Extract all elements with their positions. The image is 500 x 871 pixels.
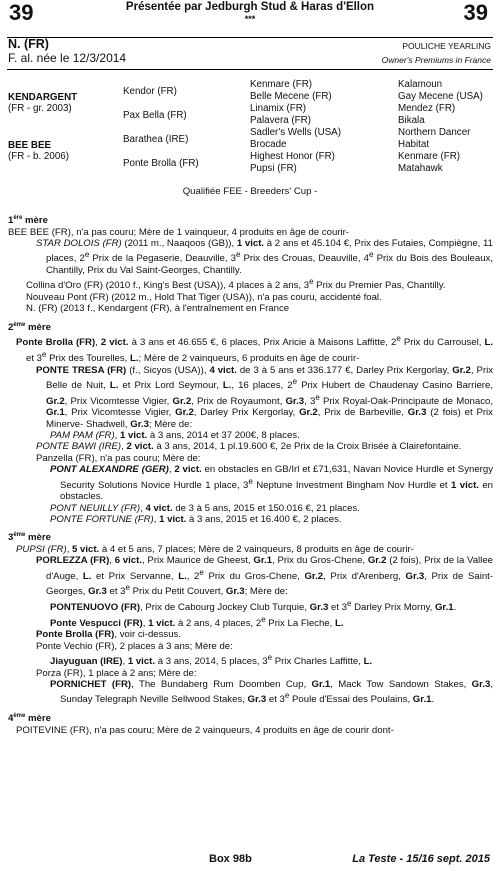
entry: Ponte Vechio (FR), 2 places à 3 ans; Mère de: (36, 640, 233, 652)
entry: Panzella (FR), n'a pas couru; Mère de: (36, 452, 201, 464)
entry: PONT ALEXANDRE (GER), 2 vict. en obstacles en GB/Irl et £71,631, Navan Novice Hurdle et Synergy Security Solutions Novice Hurdle 1 place, 3e Neptune Investment Bingham Nov Hurdle et 1 vict. en obstacles. (50, 464, 494, 503)
entry: PONT NEUILLY (FR), 4 vict. de 3 à 5 ans, 2015 et 150.016 €, 21 places. (50, 502, 360, 514)
ped-g4: Northern Dancer (398, 127, 471, 138)
sale-name: La Teste - 15/16 sept. 2015 (352, 852, 490, 865)
ped-g3: Sadler's Wells (USA) (250, 127, 341, 138)
entry: PONTENUOVO (FR), Prix de Cabourg Jockey Club Turquie, Gr.3 et 3e Darley Prix Morny, Gr.1. (50, 599, 457, 614)
entry: Ponte Vespucci (FR), 1 vict. à 2 ans, 4 places, 2e Prix La Fleche, L. (50, 614, 344, 629)
section-heading-1: 1ère mère (8, 215, 48, 227)
ped-g2: Kendor (FR) (123, 86, 177, 97)
section-heading-2: 2ème mère (8, 321, 51, 333)
ped-g2: Pax Bella (FR) (123, 110, 187, 121)
entry: PORNICHET (FR), The Bundaberg Rum Doomben Cup, Gr.1, Mack Tow Sandown Stakes, Gr.3, Sunday Telegraph Neville Sellwood Stakes, Gr.3 et 3e Poule d'Essai des Poulains, Gr.1. (50, 679, 493, 706)
catalogue-body (8, 208, 493, 736)
sire-info: (FR - gr. 2003) (8, 103, 72, 114)
lot-number-right: 39 (463, 0, 488, 25)
box-number: Box 98b (209, 852, 252, 865)
rule-top (7, 37, 493, 38)
sire-name: KENDARGENT (8, 92, 78, 103)
entry: Collina d'Oro (FR) (2010 f., King's Best (USA)), 4 places à 2 ans, 3e Prix du Premier Pas, Chantilly. (26, 277, 446, 292)
ped-g3: Pupsi (FR) (250, 163, 297, 174)
premiums-label: Owner's Premiums in France (381, 55, 491, 65)
ped-g4: Mendez (FR) (398, 103, 456, 114)
entry: Jiayuguan (IRE), 1 vict. à 3 ans, 2014, 5 places, 3e Prix Charles Laffitte, L. (50, 653, 373, 668)
entry: Ponte Brolla (FR), 2 vict. à 3 ans et 46.655 €, 6 places, Prix Aricie à Maisons Laffitte, 2e Prix du Carrousel, L. et 3e Prix des Tourelles, L.; Mère de 2 vainqueurs, 6 produits en âge de courir- (16, 334, 494, 365)
section-heading-3: 3ème mère (8, 532, 51, 544)
entry: BEE BEE (FR), n'a pas couru; Mère de 1 vainqueur, 4 produits en âge de courir- (8, 226, 349, 238)
qualification: Qualifiée FEE - Breeders' Cup - (182, 186, 318, 197)
entry: Nouveau Pont (FR) (2012 m., Hold That Tiger (USA)), n'a pas couru, accidenté foal. (26, 292, 382, 303)
horse-birth: F. al. née le 12/3/2014 (8, 51, 127, 65)
ped-g3: Belle Mecene (FR) (250, 91, 332, 102)
ped-g3: Brocade (250, 139, 287, 150)
entry: N. (FR) (2013 f., Kendargent (FR), à l'entraînement en France (26, 303, 290, 315)
entry: POITEVINE (FR), n'a pas couru; Mère de 2 vainqueurs, 4 produits en âge de courir dont- (16, 724, 394, 736)
section-heading-4: 4ème mère (8, 713, 51, 725)
ped-g4: Gay Mecene (USA) (398, 91, 483, 102)
lot-number-left: 39 (9, 0, 34, 25)
entry: STAR DOLOIS (FR) (2011 m., Naaqoos (GB)), 1 vict. à 2 ans et 45.104 €, Prix des Futaies, Compiègne, 11 places, 2e Prix de la Pegaserie, Deauville, 3e Prix des Crouas, Deauville, 4e Prix du Bois des Bouleaux, Chantilly, Prix du Val Saint-Georges, Chantilly. (36, 238, 493, 276)
entry: PORLEZZA (FR), 6 vict., Prix Maurice de Gheest, Gr.1, Prix du Gros-Chene, Gr.2 (2 fois), Prix de la Vallee d'Auge, L. et Prix Servanne, L., 2e Prix du Gros-Chene, Gr.2, Prix d'Arenberg, Gr.3, Prix de Saint-Georges, Gr.3 et 3e Prix du Petit Couvert, Gr.3; Mère de: (36, 555, 494, 598)
ped-g4: Bikala (398, 115, 425, 126)
rule-mid (7, 69, 493, 70)
ped-g4: Kenmare (FR) (398, 151, 461, 162)
sex-label: POULICHE YEARLING (402, 41, 491, 51)
entry: PONTE BAWI (IRE), 2 vict. à 3 ans, 2014, 1 pl.19.600 €, 2e Prix de la Croix Brisée à Clairefontaine. (36, 441, 462, 453)
stars: *** (244, 14, 256, 24)
entry: Ponte Brolla (FR), voir ci-dessus. (36, 629, 182, 641)
entry: PUPSI (FR), 5 vict. à 4 et 5 ans, 7 places; Mère de 2 vainqueurs, 8 produits en âge de courir- (16, 544, 414, 556)
ped-g2: Ponte Brolla (FR) (123, 158, 199, 169)
ped-g3: Linamix (FR) (250, 103, 307, 114)
entry: PONTE FORTUNE (FR), 1 vict. à 3 ans, 2015 et 16.400 €, 2 places. (50, 514, 342, 526)
ped-g4: Habitat (398, 139, 430, 150)
ped-g2: Barathea (IRE) (123, 134, 189, 145)
ped-g3: Kenmare (FR) (250, 79, 313, 90)
ped-g4: Matahawk (398, 163, 443, 174)
consignor-title: Présentée par Jedburgh Stud & Haras d'Ellon (125, 1, 375, 13)
dam-info: (FR - b. 2006) (8, 151, 69, 162)
ped-g4: Kalamoun (398, 79, 443, 90)
entry: Porza (FR), 1 place à 2 ans; Mère de: (36, 667, 197, 679)
ped-g3: Palavera (FR) (250, 115, 311, 126)
dam-name: BEE BEE (8, 140, 52, 151)
ped-g3: Highest Honor (FR) (250, 151, 335, 162)
entry: PONTE TRESA (FR) (f., Sicyos (USA)), 4 vict. de 3 à 5 ans et 336.177 €, Darley Prix Kergorlay, Gr.2, Prix Belle de Nuit, L. et Prix Lord Seymour, L., 16 places, 2e Prix Hubert de Chaudenay Casino Barriere, Gr.2, Prix Vicomtesse Vigier, Gr.2, Prix de Royaumont, Gr.3, 3e Prix Royal-Oak-Principaute de Monaco, Gr.1, Prix Vicomtesse Vigier, Gr.2, Darley Prix Kergorlay, Gr.2, Prix de Barbeville, Gr.3 (2 fois) et Prix Minerve- Shadwell, Gr.3; Mère de: (36, 364, 493, 430)
entry: PAM PAM (FR), 1 vict. à 3 ans, 2014 et 37 200€, 8 places. (50, 430, 300, 441)
horse-name: N. (FR) (8, 37, 49, 51)
